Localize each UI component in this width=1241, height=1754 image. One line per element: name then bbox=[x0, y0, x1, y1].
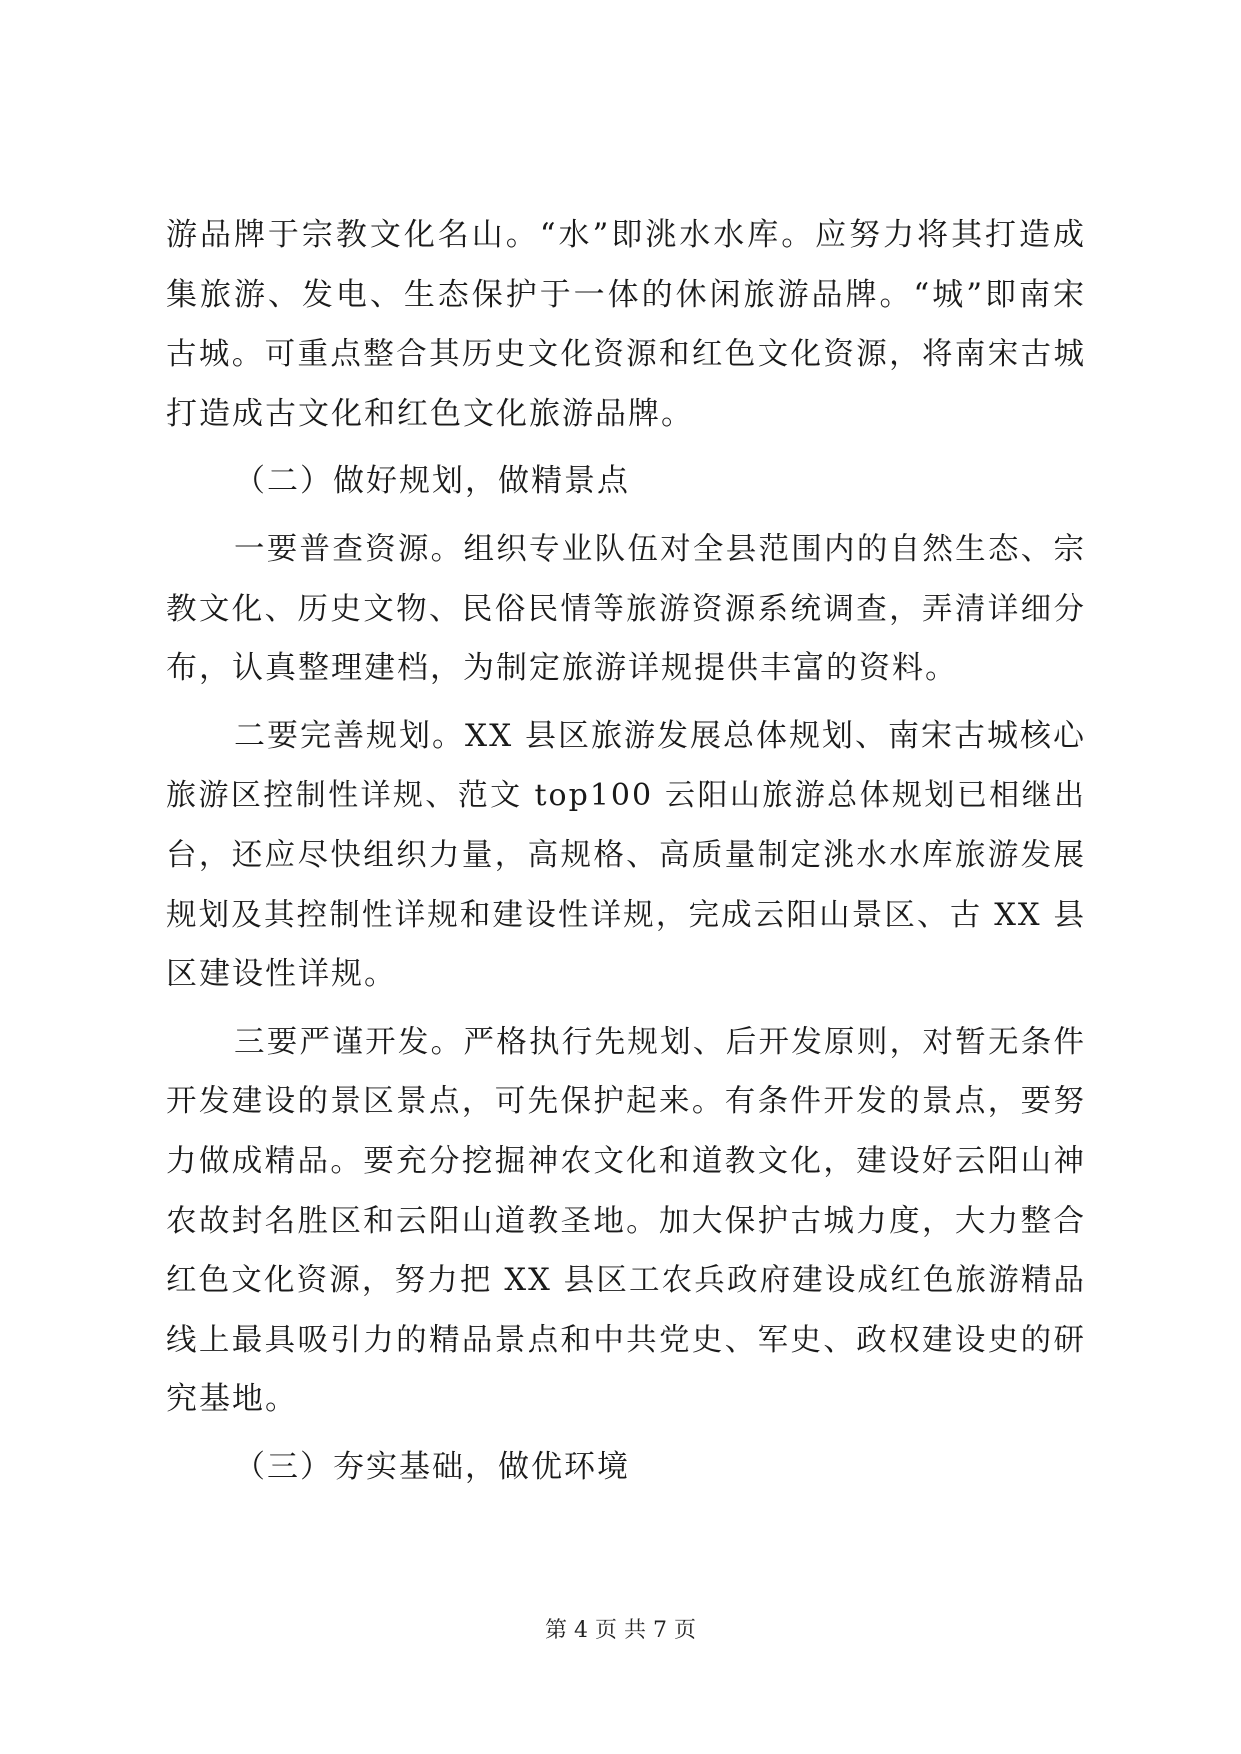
text-line: 红色文化资源，努力把 XX 县区工农兵政府建设成红色旅游精品 bbox=[166, 1263, 1086, 1299]
text-line: 区建设性详规。 bbox=[166, 956, 397, 993]
text-line: 教文化、历史文物、民俗民情等旅游资源系统调查，弄清详细分 bbox=[166, 591, 1086, 627]
heading-line: （二）做好规划，做精景点 bbox=[234, 463, 630, 500]
page-footer: 第 4 页 共 7 页 bbox=[545, 1618, 696, 1643]
text-line: 线上最具吸引力的精品景点和中共党史、军史、政权建设史的研 bbox=[166, 1322, 1086, 1358]
text-line: 台，还应尽快组织力量，高规格、高质量制定洮水水库旅游发展 bbox=[166, 837, 1086, 873]
text-line: 农故封名胜区和云阳山道教圣地。加大保护古城力度，大力整合 bbox=[166, 1203, 1086, 1239]
heading-line: （三）夯实基础，做优环境 bbox=[234, 1448, 630, 1485]
text-line: 规划及其控制性详规和建设性详规，完成云阳山景区、古 XX 县 bbox=[166, 897, 1086, 933]
text-line: 集旅游、发电、生态保护于一体的休闲旅游品牌。“城”即南宋 bbox=[166, 276, 1086, 313]
text-line: 三要严谨开发。严格执行先规划、后开发原则，对暂无条件 bbox=[234, 1024, 1086, 1060]
text-line: 旅游区控制性详规、范文 top100 云阳山旅游总体规划已相继出 bbox=[166, 778, 1086, 814]
text-line: 布，认真整理建档，为制定旅游详规提供丰富的资料。 bbox=[166, 650, 958, 687]
text-line: 古城。可重点整合其历史文化资源和红色文化资源，将南宋古城 bbox=[166, 337, 1086, 373]
paragraph-rigorous-development bbox=[166, 1013, 1086, 1430]
section-heading-2 bbox=[166, 452, 1086, 512]
paragraph-survey-resources bbox=[166, 520, 1086, 699]
text-line: 打造成古文化和红色文化旅游品牌。 bbox=[166, 395, 694, 432]
body-text bbox=[166, 206, 1086, 1497]
paragraph-improve-planning bbox=[166, 707, 1086, 1005]
text-line: 力做成精品。要充分挖掘神农文化和道教文化，建设好云阳山神 bbox=[166, 1143, 1086, 1179]
text-line: 开发建设的景区景点，可先保护起来。有条件开发的景点，要努 bbox=[166, 1084, 1086, 1120]
text-line: 二要完善规划。XX 县区旅游发展总体规划、南宋古城核心 bbox=[234, 717, 1086, 754]
text-line: 游品牌于宗教文化名山。“水”即洮水水库。应努力将其打造成 bbox=[166, 217, 1086, 253]
paragraph-brand-continuation bbox=[166, 206, 1086, 444]
section-heading-3 bbox=[166, 1438, 1086, 1498]
text-line: 一要普查资源。组织专业队伍对全县范围内的自然生态、宗 bbox=[234, 531, 1086, 567]
text-line: 究基地。 bbox=[166, 1381, 298, 1418]
